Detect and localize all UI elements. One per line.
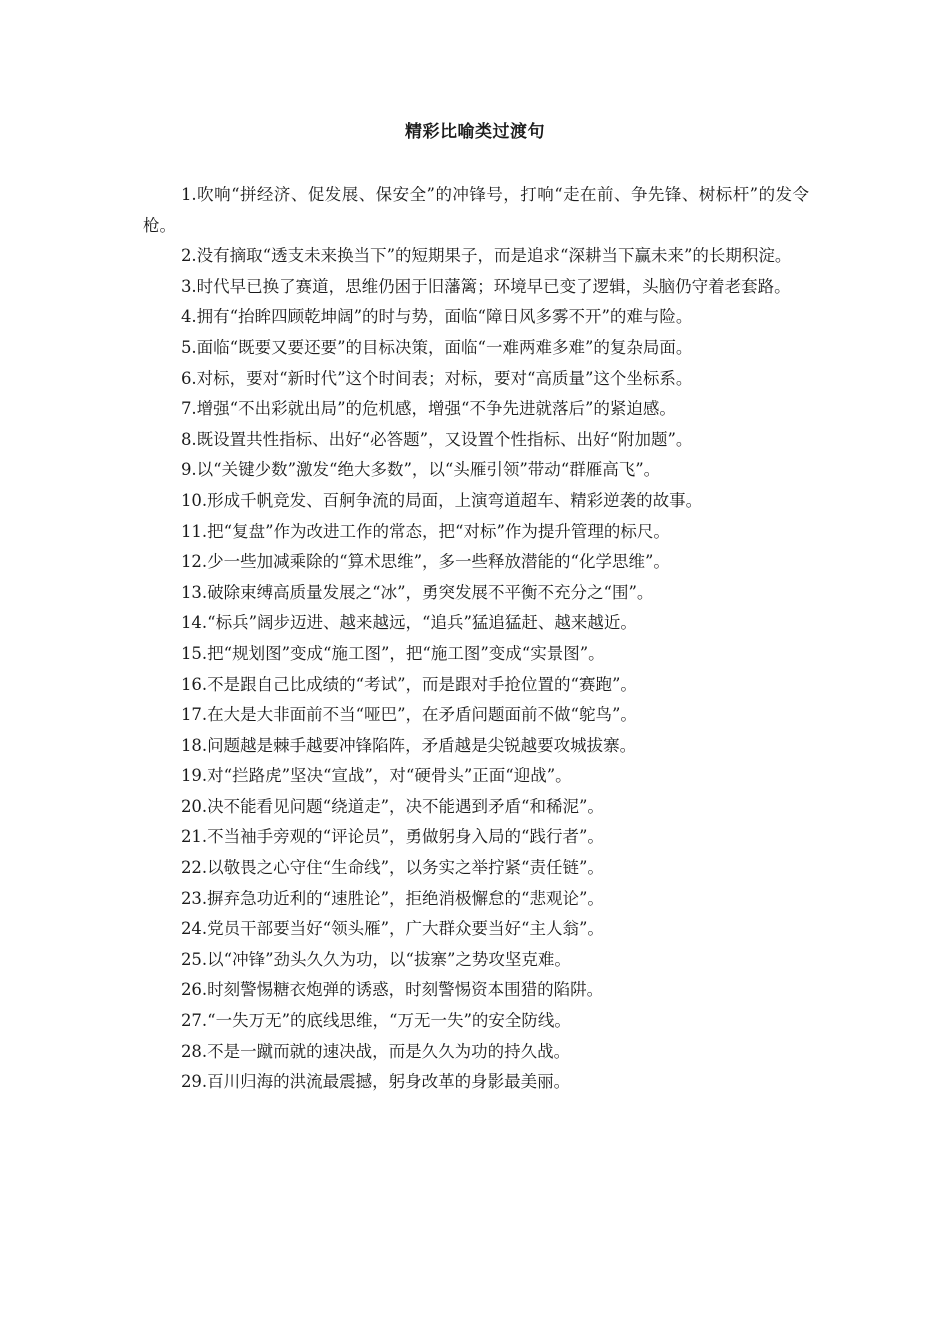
list-item: 17.在大是大非面前不当“哑巴”，在矛盾问题面前不做“鸵鸟”。 bbox=[180, 705, 637, 725]
list-item: 16.不是跟自己比成绩的“考试”，而是跟对手抢位置的“赛跑”。 bbox=[180, 674, 637, 694]
list-item: 2.没有摘取“透支未来换当下”的短期果子，而是追求“深耕当下赢未来”的长期积淀。 bbox=[180, 246, 792, 266]
list-item: 9.以“关键少数”激发“绝大多数”，以“头雁引领”带动“群雁高飞”。 bbox=[180, 460, 661, 480]
list-item: 3.时代早已换了赛道，思维仍困于旧藩篱；环境早已变了逻辑，头脑仍守着老套路。 bbox=[180, 276, 791, 296]
list-item: 11.把“复盘”作为改进工作的常态，把“对标”作为提升管理的标尺。 bbox=[180, 521, 670, 541]
list-item: 29.百川归海的洪流最震撼，躬身改革的身影最美丽。 bbox=[180, 1072, 571, 1092]
list-item: 10.形成千帆竞发、百舸争流的局面，上演弯道超车、精彩逆袭的故事。 bbox=[180, 490, 703, 510]
document-body bbox=[143, 180, 809, 1098]
list-item: 4.拥有“抬眸四顾乾坤阔”的时与势，面临“障日风多雾不开”的难与险。 bbox=[180, 307, 693, 327]
list-item: 7.增强“不出彩就出局”的危机感，增强“不争先进就落后”的紧迫感。 bbox=[180, 399, 676, 419]
list-item: 12.少一些加减乘除的“算术思维”，多一些释放潜能的“化学思维”。 bbox=[180, 552, 670, 572]
list-item: 22.以敬畏之心守住“生命线”，以务实之举拧紧“责任链”。 bbox=[180, 858, 604, 878]
list-item: 19.对“拦路虎”坚决“宣战”，对“硬骨头”正面“迎战”。 bbox=[180, 766, 572, 786]
list-item: 18.问题越是棘手越要冲锋陷阵，矛盾越是尖锐越要攻城拔寨。 bbox=[180, 735, 637, 755]
list-item: 13.破除束缚高质量发展之“冰”，勇突发展不平衡不充分之“围”。 bbox=[180, 582, 654, 602]
list-item: 21.不当袖手旁观的“评论员”，勇做躬身入局的“践行者”。 bbox=[180, 827, 604, 847]
list-item: 25.以“冲锋”劲头久久为功，以“拔寨”之势攻坚克难。 bbox=[180, 949, 571, 969]
list-item: 5.面临“既要又要还要”的目标决策，面临“一难两难多难”的复杂局面。 bbox=[180, 337, 693, 357]
list-item: 14.“标兵”阔步迈进、越来越远，“追兵”猛追猛赶、越来越近。 bbox=[180, 613, 637, 633]
list-item: 26.时刻警惕糖衣炮弹的诱惑，时刻警惕资本围猎的陷阱。 bbox=[180, 980, 604, 1000]
list-item: 24.党员干部要当好“领头雁”，广大群众要当好“主人翁”。 bbox=[180, 919, 604, 939]
list-item: 23.摒弃急功近利的“速胜论”，拒绝消极懈怠的“悲观论”。 bbox=[180, 888, 604, 908]
list-item: 27.“一失万无”的底线思维，“万无一失”的安全防线。 bbox=[180, 1011, 571, 1031]
list-item: 1.吹响“拼经济、促发展、保安全”的冲锋号，打响“走在前、争先锋、树标杆”的发令枪。 bbox=[143, 185, 809, 235]
list-item: 8.既设置共性指标、出好“必答题”，又设置个性指标、出好“附加题”。 bbox=[180, 429, 693, 449]
document-title: 精彩比喻类过渡句 bbox=[405, 122, 545, 142]
list-item: 15.把“规划图”变成“施工图”，把“施工图”变成“实景图”。 bbox=[180, 643, 605, 663]
list-item: 20.决不能看见问题“绕道走”，决不能遇到矛盾“和稀泥”。 bbox=[180, 796, 604, 816]
list-item: 6.对标，要对“新时代”这个时间表；对标，要对“高质量”这个坐标系。 bbox=[180, 368, 693, 388]
list-item: 28.不是一蹴而就的速决战，而是久久为功的持久战。 bbox=[180, 1041, 571, 1061]
